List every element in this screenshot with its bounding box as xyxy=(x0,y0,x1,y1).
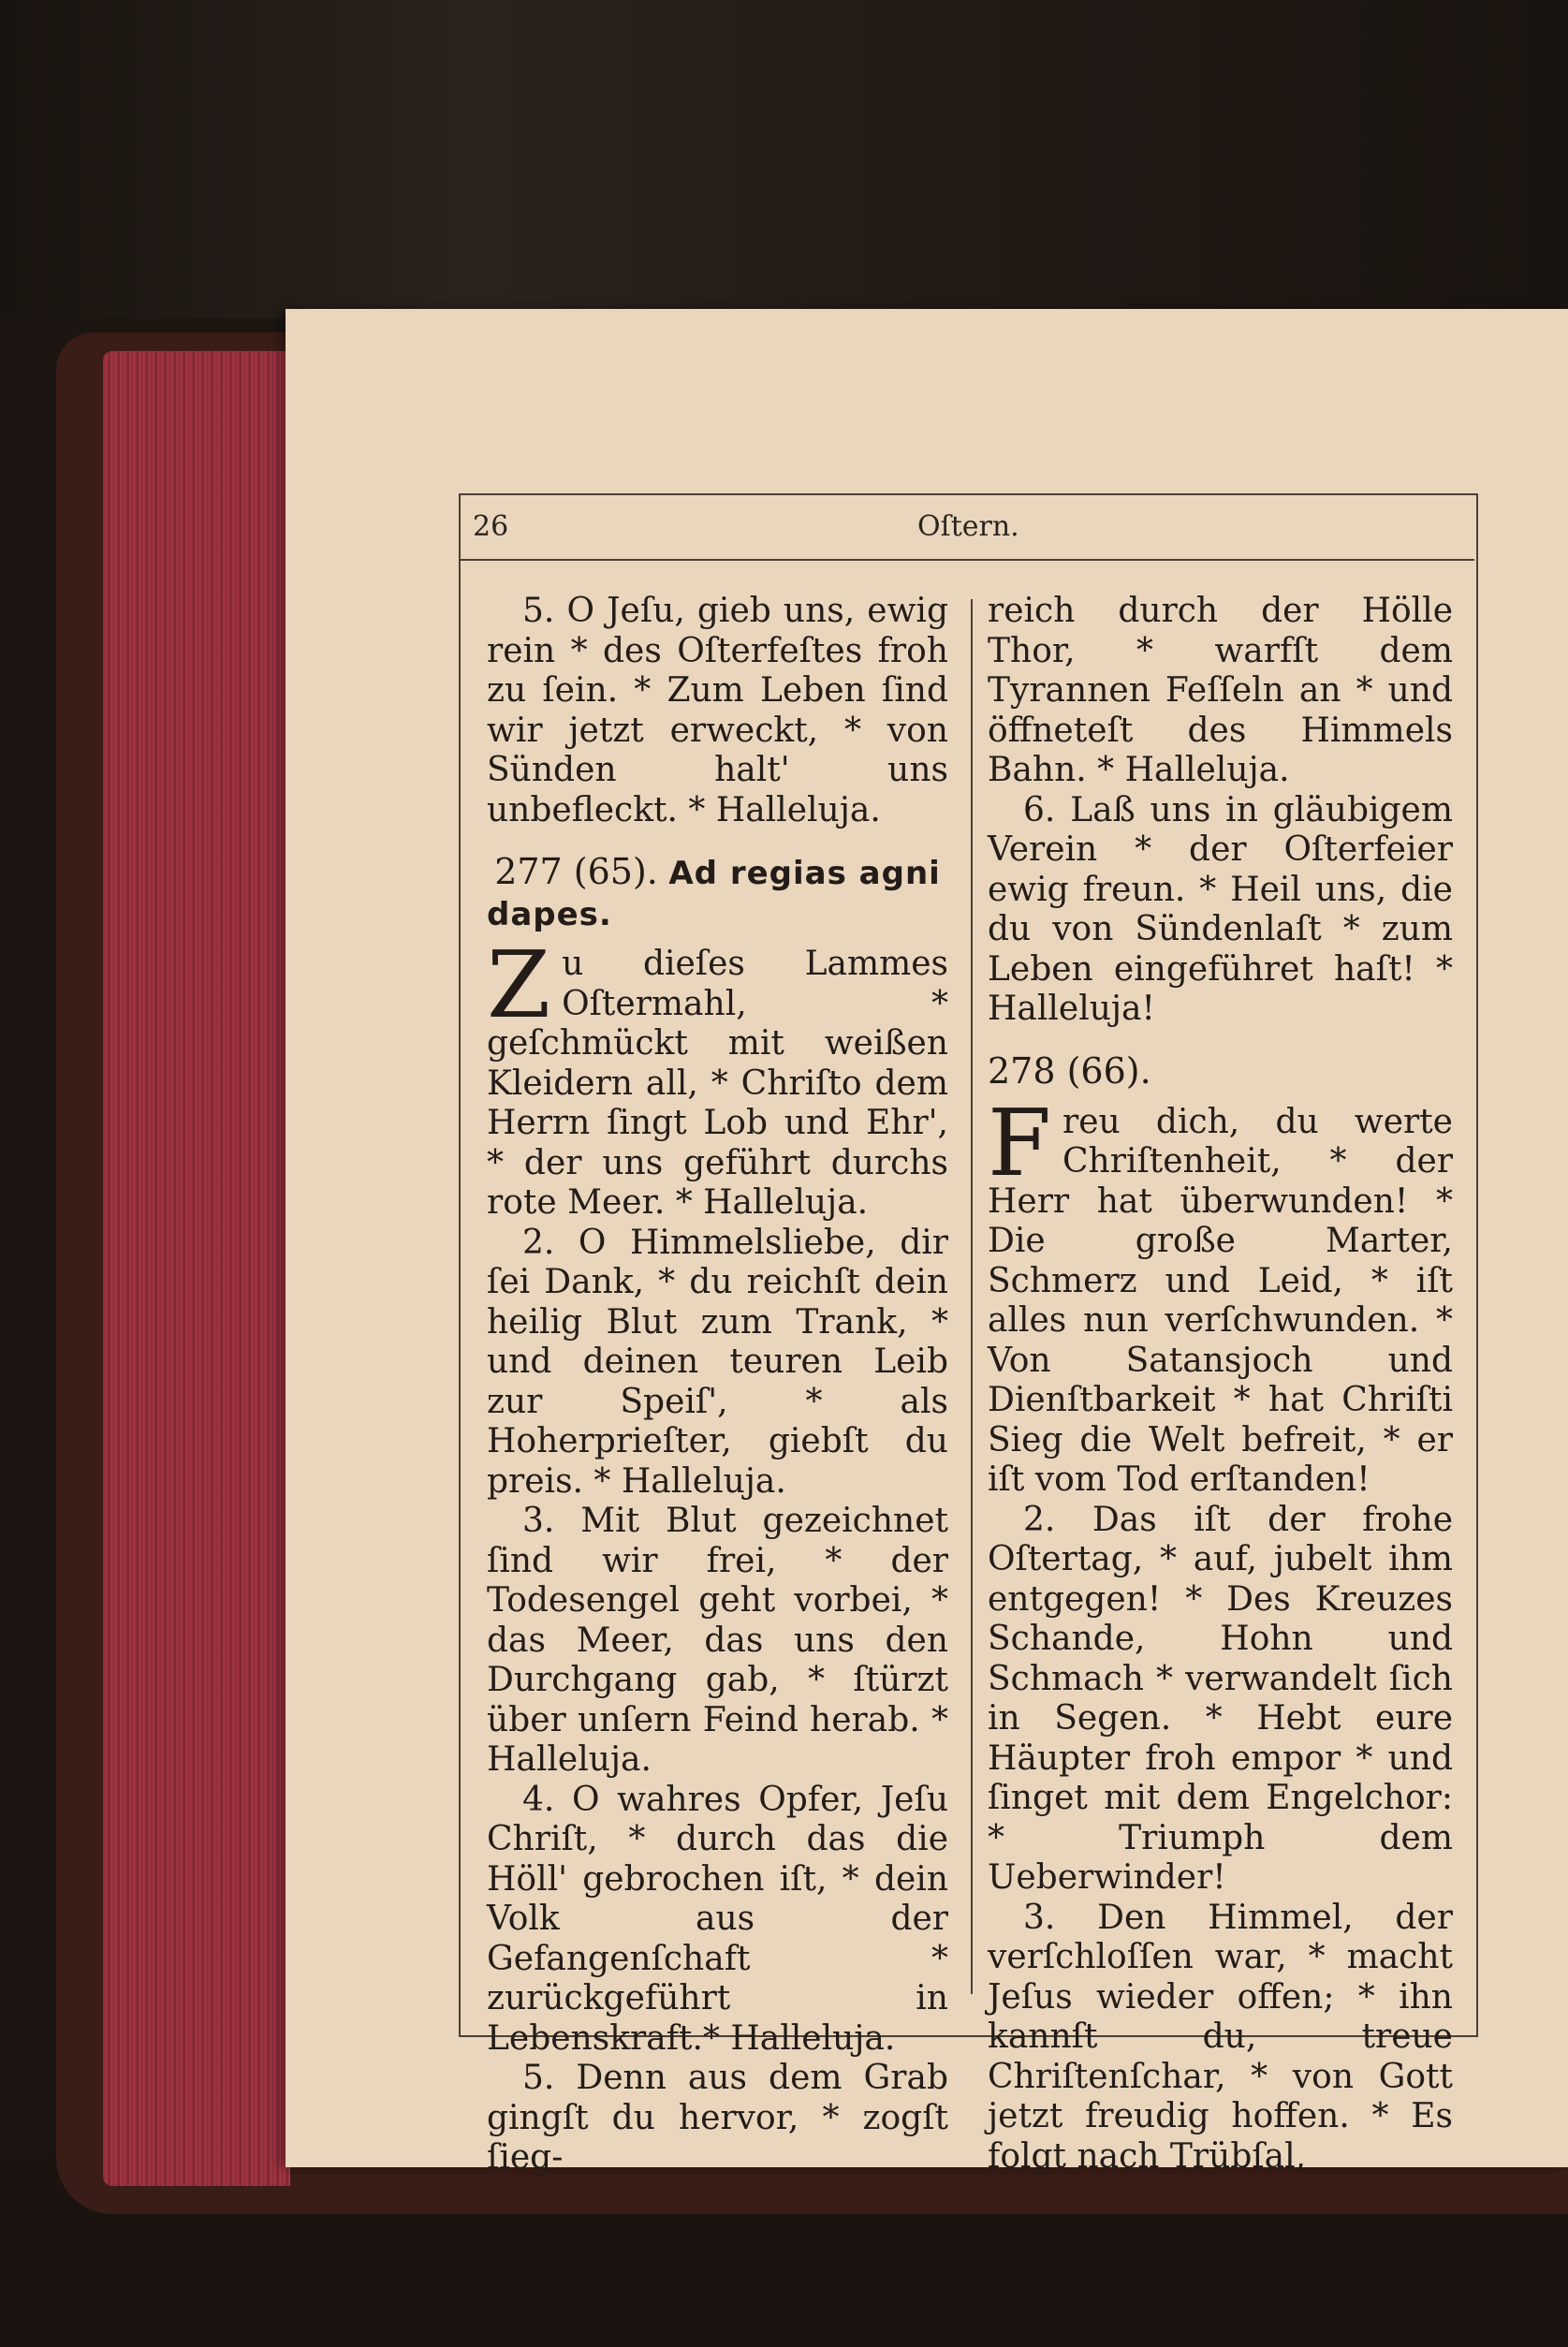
verse-text: 3. Mit Blut gezeichnet ſind wir frei, * der Todesengel geht vorbei, * das Meer, das uns den Durchgang gab, * ſtürzt über unſern Feind herab. * Halleluja. xyxy=(487,1502,948,1779)
hymn-heading xyxy=(988,1050,1453,1093)
verse-text: 2. O Himmelsliebe, dir ſei Dank, * du reichſt dein heilig Blut zum Trank, * und deinen teuren Leib zur Speiſ', * als Hoherprieſter, giebſt du preis. * Halleluja. xyxy=(487,1223,948,1501)
verse-body: reu dich, du werte Chriſtenheit, * der Herr hat überwunden! * Die große Marter, Schmerz und Leid, * iſt alles nun verſchwunden. * Von Satansjoch und Dienſtbarkeit * hat Chriſti Sieg die Welt befreit, * er iſt vom Tod erſtanden! xyxy=(988,1102,1453,1499)
column-rule xyxy=(971,599,973,1994)
red-page-edges xyxy=(103,351,290,2186)
verse-text: 4. O wahres Opfer, Jeſu Chriſt, * durch das die Höll' gebrochen iſt, * dein Volk aus der Gefangenſchaft * zurückgeführt in Lebenskraft.* Halleluja. xyxy=(487,1780,948,2058)
drop-cap: Z xyxy=(487,932,551,1039)
verse-text: 3. Den Himmel, der verſchloſſen war, * macht Jeſus wieder offen; * ihn kannſt du, treue Chriſtenſchar, * von Gott jetzt freudig hoffen. * Es folgt nach Trübſal, xyxy=(988,1898,1453,2176)
hymn-title: Ad regias agni dapes. xyxy=(487,855,941,933)
hymn-heading xyxy=(487,851,948,935)
right-column xyxy=(988,592,1453,2177)
hymn-number: 278 (66). xyxy=(988,1049,1151,1092)
verse-text: 6. Laß uns in gläubigem Verein * der Oſterfeier ewig freun. * Heil uns, die du von Sündenlaſt * zum Leben eingeführet haſt! * Halleluja! xyxy=(988,790,1453,1028)
verse-text: reich durch der Hölle Thor, * warfſt dem Tyrannen Feſſeln an * und öffneteſt des Himmels Bahn. * Halleluja. xyxy=(988,592,1453,789)
verse-text xyxy=(487,932,948,1224)
section-title: Oſtern. xyxy=(917,510,1019,543)
verse-text: 5. O Jeſu, gieb uns, ewig rein * des Oſterfeſtes froh zu ſein. * Zum Leben ſind wir jetzt erweckt, * von Sünden halt' uns unbefleckt. * Halleluja. xyxy=(487,592,948,829)
hymn-number: 277 (65). xyxy=(494,851,658,892)
verse-text: 2. Das iſt der frohe Oſtertag, * auf, jubelt ihm entgegen! * Des Kreuzes Schande, Hohn und Schmach * verwandelt ſich in Segen. * Hebt eure Häupter froh empor * und ſinget mit dem Engelchor: * Triumph dem Ueberwinder! xyxy=(988,1500,1453,1897)
verse-text: 5. Denn aus dem Grab gingſt du hervor, * zogſt ſieg- xyxy=(487,2059,948,2177)
drop-cap: F xyxy=(988,1090,1051,1197)
dark-background-top xyxy=(0,0,1568,318)
page-number: 26 xyxy=(473,510,509,543)
verse-text xyxy=(988,1090,1453,1501)
left-column xyxy=(487,592,948,2178)
verse-body: u dieſes Lammes Oſtermahl, * geſchmückt mit weißen Kleidern all, * Chriſto dem Herrn ſingt Lob und Ehr', * der uns geführt durchs rote Meer. * Halleluja. xyxy=(487,945,948,1222)
